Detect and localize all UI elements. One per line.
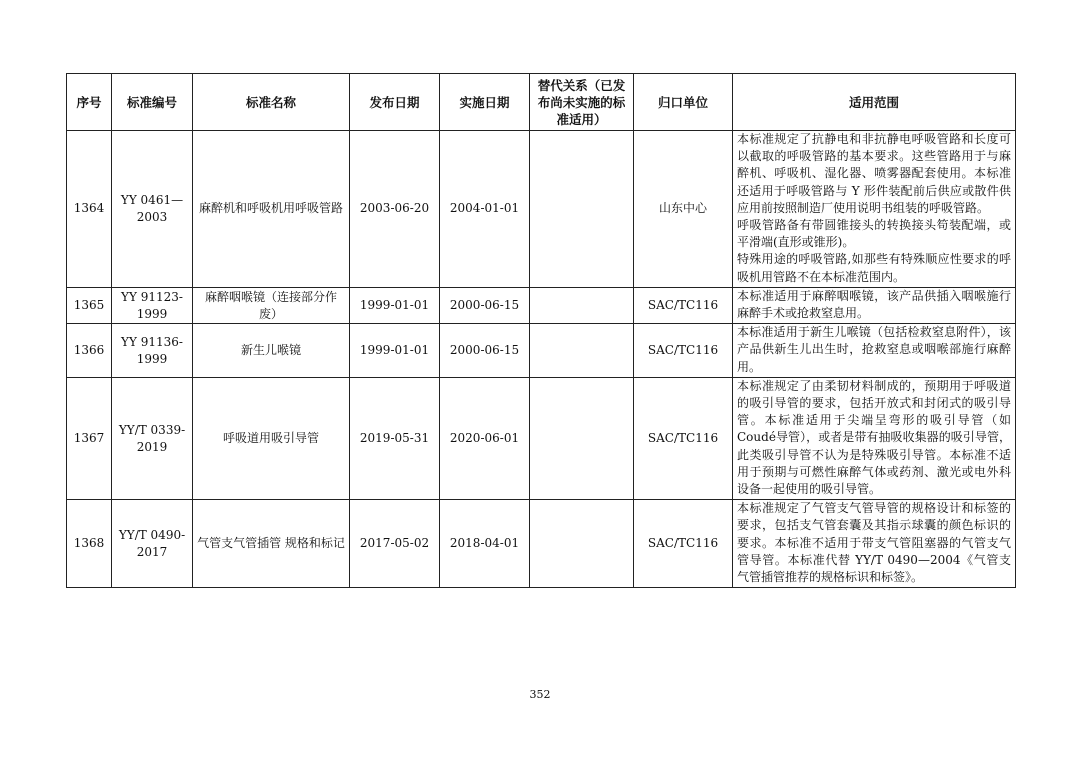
scope-paragraph: 本标准适用于麻醉咽喉镜，该产品供插入咽喉施行麻醉手术或抢救窒息用。 — [737, 288, 1011, 321]
table-row — [67, 324, 1016, 378]
cell-code: YY/T 0339-2019 — [112, 377, 193, 499]
header-pub-date: 发布日期 — [350, 74, 440, 131]
cell-seq: 1366 — [67, 324, 112, 378]
table-row — [67, 377, 1016, 499]
cell-code: YY 0461—2003 — [112, 131, 193, 288]
cell-impl-date: 2000-06-15 — [440, 287, 530, 323]
header-impl-date: 实施日期 — [440, 74, 530, 131]
header-code: 标准编号 — [112, 74, 193, 131]
table-row — [67, 287, 1016, 323]
header-seq: 序号 — [67, 74, 112, 131]
scope-paragraph: 特殊用途的呼吸管路,如那些有特殊顺应性要求的呼吸机用管路不在本标准范围内。 — [737, 252, 1011, 284]
scope-paragraph: 本标准规定了由柔韧材料制成的，预期用于呼吸道的吸引导管的要求，包括开放式和封闭式的吸引导管。本标准适用于尖端呈弯形的吸引导管（如 Coudé导管），或者是带有抽吸收集器的吸引导管，此类吸引导管不认为是特殊吸引导管。本标准不适用于预期与可燃性麻醉气体或药剂、激光或电外科设备一起使用的吸引导管。 — [737, 378, 1011, 497]
cell-name: 新生儿喉镜 — [193, 324, 350, 378]
cell-code: YY 91123-1999 — [112, 287, 193, 323]
header-row — [67, 74, 1016, 131]
table-row — [67, 500, 1016, 588]
cell-pub-date: 1999-01-01 — [350, 324, 440, 378]
cell-replace — [530, 287, 634, 323]
standards-table — [66, 73, 1016, 588]
cell-name: 气管支气管插管 规格和标记 — [193, 500, 350, 588]
cell-seq: 1364 — [67, 131, 112, 288]
scope-paragraph: 本标准规定了气管支气管导管的规格设计和标签的要求，包括支气管套囊及其指示球囊的颜色标识的要求。本标准不适用于带支气管阻塞器的气管支气管导管。本标准代替 YY/T 0490—2004《气管支气管插管推荐的规格标识和标签》。 — [737, 501, 1011, 585]
header-replace: 替代关系（已发布尚未实施的标准适用） — [530, 74, 634, 131]
scope-paragraph: 呼吸管路备有带圆锥接头的转换接头笱装配端，或平滑端(直形或锥形)。 — [737, 218, 1011, 250]
cell-scope — [733, 500, 1016, 588]
cell-unit: SAC/TC116 — [634, 377, 733, 499]
cell-seq: 1365 — [67, 287, 112, 323]
table-row — [67, 131, 1016, 288]
cell-impl-date: 2020-06-01 — [440, 377, 530, 499]
cell-name: 呼吸道用吸引导管 — [193, 377, 350, 499]
cell-name: 麻醉机和呼吸机用呼吸管路 — [193, 131, 350, 288]
cell-name: 麻醉咽喉镜（连接部分作废） — [193, 287, 350, 323]
cell-replace — [530, 324, 634, 378]
cell-pub-date: 2003-06-20 — [350, 131, 440, 288]
cell-scope — [733, 377, 1016, 499]
cell-code: YY/T 0490-2017 — [112, 500, 193, 588]
cell-unit: SAC/TC116 — [634, 500, 733, 588]
page-number: 352 — [529, 688, 551, 701]
cell-pub-date: 2017-05-02 — [350, 500, 440, 588]
scope-paragraph: 本标准适用于新生儿喉镜（包括检救窒息附件），该产品供新生儿出生时，抢救窒息或咽喉部施行麻醉用。 — [737, 325, 1011, 374]
cell-scope — [733, 131, 1016, 288]
cell-impl-date: 2004-01-01 — [440, 131, 530, 288]
header-scope: 适用范围 — [733, 74, 1016, 131]
cell-pub-date: 1999-01-01 — [350, 287, 440, 323]
cell-scope — [733, 287, 1016, 323]
cell-pub-date: 2019-05-31 — [350, 377, 440, 499]
cell-replace — [530, 131, 634, 288]
header-name: 标准名称 — [193, 74, 350, 131]
cell-replace — [530, 500, 634, 588]
cell-scope — [733, 324, 1016, 378]
cell-unit: 山东中心 — [634, 131, 733, 288]
cell-impl-date: 2000-06-15 — [440, 324, 530, 378]
cell-code: YY 91136-1999 — [112, 324, 193, 378]
cell-unit: SAC/TC116 — [634, 287, 733, 323]
cell-unit: SAC/TC116 — [634, 324, 733, 378]
cell-impl-date: 2018-04-01 — [440, 500, 530, 588]
scope-paragraph: 本标准规定了抗静电和非抗静电呼吸管路和长度可以截取的呼吸管路的基本要求。这些管路用于与麻醉机、呼吸机、湿化器、喷雾器配套使用。本标准还适用于呼吸管路与 Y 形件装配前后供应或散件供应用前按照制造厂使用说明书组装的呼吸管路。 — [737, 132, 1011, 215]
cell-seq: 1367 — [67, 377, 112, 499]
header-unit: 归口单位 — [634, 74, 733, 131]
cell-seq: 1368 — [67, 500, 112, 588]
cell-replace — [530, 377, 634, 499]
